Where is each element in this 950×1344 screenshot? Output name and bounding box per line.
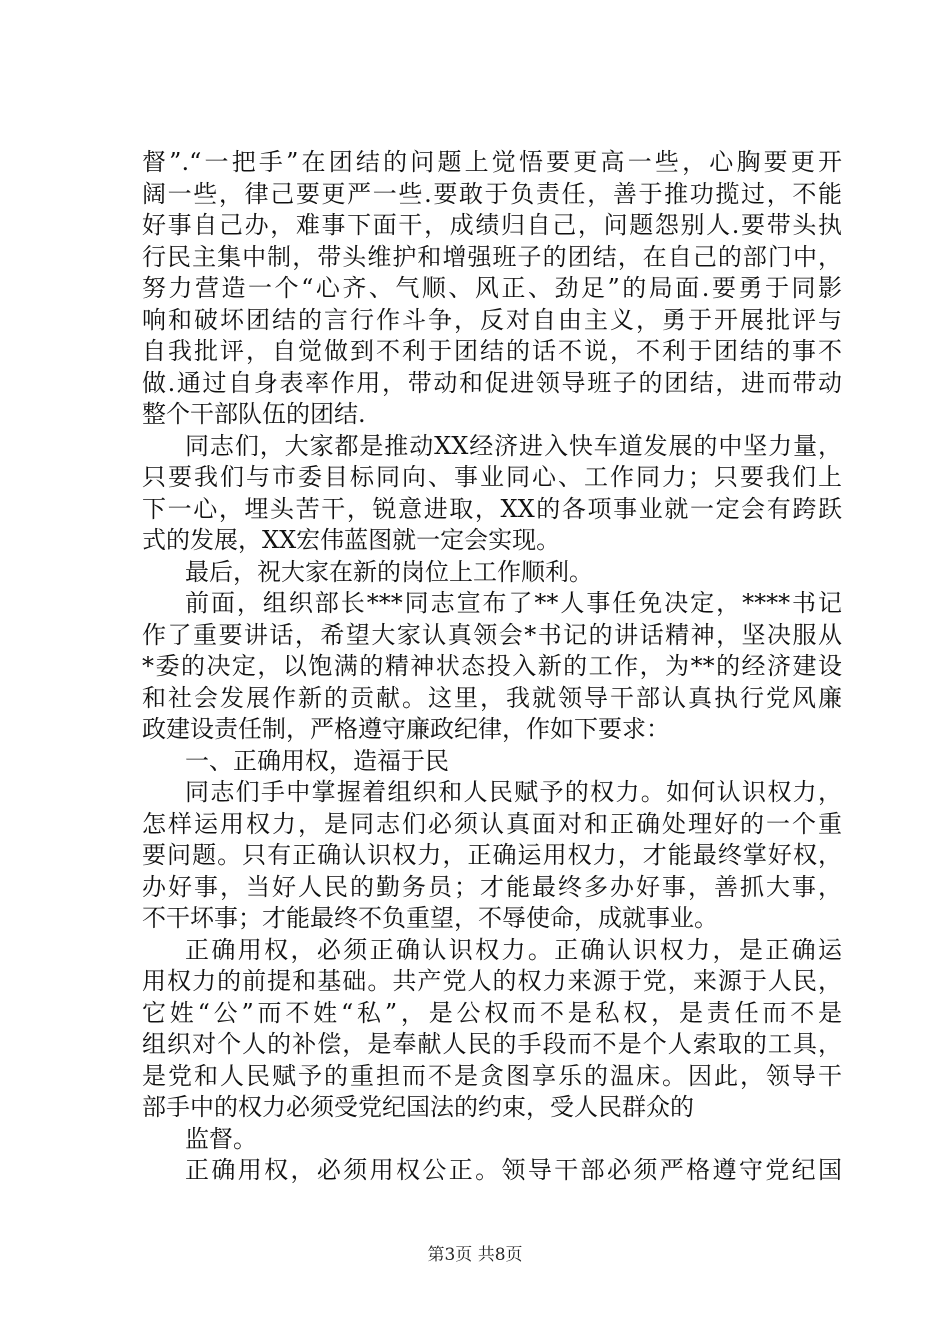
text-line: 自我批评，自觉做到不利于团结的话不说，不利于团结的事不 (142, 337, 842, 365)
text-line: 最后，祝大家在新的岗位上工作顺利。 (185, 557, 593, 586)
text-line: 办好事，当好人民的勤务员；才能最终多办好事，善抓大事， (142, 872, 842, 901)
text-line: 正确用权，必须正确认识权力。正确认识权力，是正确运 (185, 935, 842, 964)
text-line: 组织对个人的补偿，是奉献人民的手段而不是个人索取的工具， (142, 1030, 842, 1058)
text-line: *委的决定，以饱满的精神状态投入新的工作，为**的经济建设 (142, 652, 842, 680)
text-line: 怎样运用权力，是同志们必须认真面对和正确处理好的一个重 (142, 809, 842, 838)
text-line: 要问题。只有正确认识权力，正确运用权力，才能最终掌好权， (142, 841, 842, 869)
text-line: 只要我们与市委目标同向、事业同心、工作同力；只要我们上 (142, 463, 842, 491)
text-line: 用权力的前提和基础。共产党人的权力来源于党，来源于人民， (142, 967, 842, 995)
text-line: 政建设责任制，严格遵守廉政纪律，作如下要求： (142, 715, 670, 743)
text-line: 部手中的权力必须受党纪国法的约束，受人民群众的 (142, 1093, 694, 1121)
text-line: 努力营造一个“心齐、气顺、风正、劲足”的局面.要勇于同影 (142, 274, 842, 302)
text-line: 同志们，大家都是推动XX经济进入快车道发展的中坚力量， (185, 431, 842, 460)
page-footer: 第3页 共8页 (427, 1245, 523, 1265)
text-line: 行民主集中制，带头维护和增强班子的团结，在自己的部门中， (142, 242, 842, 271)
document-body (142, 147, 842, 1187)
text-line: 阔一些，律己要更严一些.要敢于负责任，善于推功揽过，不能 (142, 179, 842, 208)
text-line: 式的发展，XX宏伟蓝图就一定会实现。 (142, 526, 561, 554)
text-line: 好事自己办，难事下面干，成绩归自己，问题怨别人.要带头执 (142, 211, 842, 239)
text-line: 督”.“一把手”在团结的问题上觉悟要更高一些，心胸要更开 (142, 148, 842, 176)
text-line: 下一心，埋头苦干，锐意进取，XX的各项事业就一定会有跨跃 (142, 494, 842, 523)
text-line: 同志们手中掌握着组织和人民赋予的权力。如何认识权力， (185, 778, 842, 806)
text-line: 做.通过自身表率作用，带动和促进领导班子的团结，进而带动 (142, 368, 842, 397)
text-line: 正确用权，必须用权公正。领导干部必须严格遵守党纪国 (185, 1156, 842, 1184)
text-line: 整个干部队伍的团结. (142, 400, 366, 428)
text-line: 是党和人民赋予的重担而不是贪图享乐的温床。因此，领导干 (142, 1061, 842, 1090)
text-line: 不干坏事；才能最终不负重望，不辱使命，成就事业。 (142, 904, 718, 932)
text-line: 和社会发展作新的贡献。这里，我就领导干部认真执行党风廉 (142, 683, 842, 712)
text-line: 它姓“公”而不姓“私”，是公权而不是私权，是责任而不是 (142, 998, 842, 1027)
text-line: 一、正确用权，造福于民 (185, 746, 449, 775)
text-line: 监督。 (185, 1124, 257, 1153)
text-line: 作了重要讲话，希望大家认真领会*书记的讲话精神，坚决服从 (142, 620, 842, 649)
text-line: 前面，组织部长***同志宣布了**人事任免决定，****书记 (185, 589, 842, 617)
text-line: 响和破坏团结的言行作斗争，反对自由主义，勇于开展批评与 (142, 305, 842, 334)
